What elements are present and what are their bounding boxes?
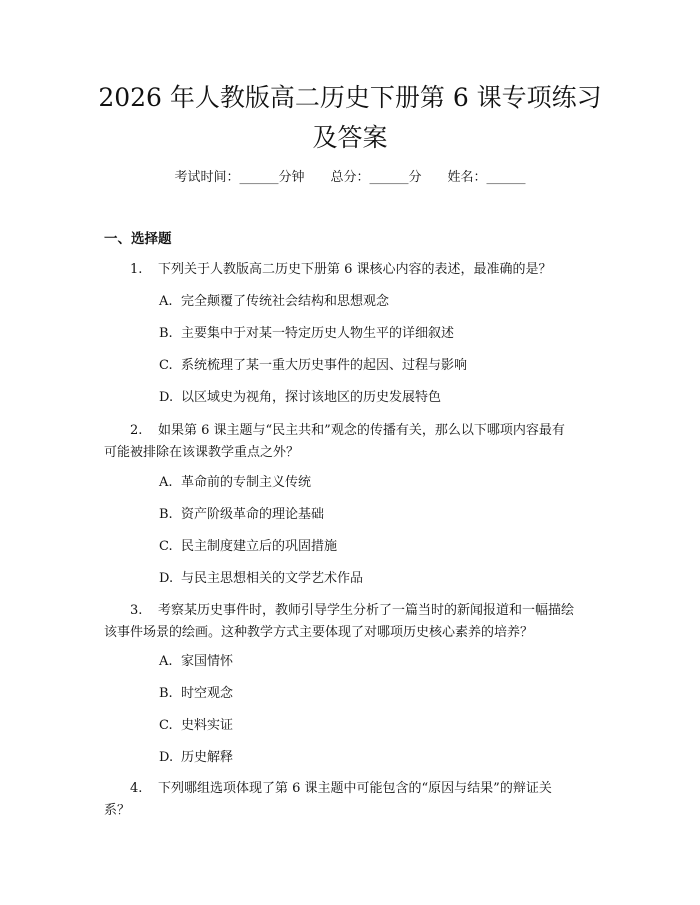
q1-option-b bbox=[159, 324, 454, 344]
option-letter: B. bbox=[159, 326, 173, 341]
student-name-label: 姓名：______ bbox=[447, 170, 526, 185]
q1-option-d bbox=[159, 388, 441, 408]
option-letter: A. bbox=[159, 294, 173, 309]
option-text: 与民主思想相关的文学艺术作品 bbox=[181, 571, 364, 586]
title-line-2: 及答案 bbox=[312, 123, 388, 152]
question-text-line-1: 考察某历史事件时，教师引导学生分析了一篇当时的新闻报道和一幅描绘 bbox=[158, 603, 575, 618]
q2-option-c bbox=[159, 537, 337, 557]
option-letter: C. bbox=[159, 539, 173, 554]
question-1 bbox=[104, 259, 604, 281]
question-text-line-1: 如果第 6 课主题与“民主共和”观念的传播有关，那么以下哪项内容最有 bbox=[158, 423, 565, 438]
question-text-line-1: 下列哪组选项体现了第 6 课主题中可能包含的“原因与结果”的辩证关 bbox=[158, 781, 552, 796]
option-text: 民主制度建立后的巩固措施 bbox=[181, 539, 338, 554]
question-3 bbox=[104, 600, 604, 644]
q3-option-b bbox=[159, 684, 233, 704]
section-heading: 一、选择题 bbox=[104, 231, 172, 247]
option-letter: D. bbox=[159, 390, 174, 405]
q1-option-a bbox=[159, 292, 389, 312]
total-score-label: 总分：______分 bbox=[330, 170, 422, 185]
document-title bbox=[60, 78, 640, 158]
title-line-1: 2026 年人教版高二历史下册第 6 课专项练习 bbox=[98, 83, 602, 112]
question-number: 2. bbox=[130, 423, 143, 438]
q2-option-d bbox=[159, 569, 363, 589]
question-number: 3. bbox=[130, 603, 143, 618]
option-letter: B. bbox=[159, 507, 173, 522]
question-text-line-2: 该事件场景的绘画。这种教学方式主要体现了对哪项历史核心素养的培养？ bbox=[104, 625, 534, 640]
q1-option-c bbox=[159, 356, 467, 376]
option-text: 历史解释 bbox=[181, 750, 234, 765]
option-text: 系统梳理了某一重大历史事件的起因、过程与影响 bbox=[181, 358, 468, 373]
option-letter: B. bbox=[159, 686, 173, 701]
option-letter: A. bbox=[159, 654, 173, 669]
option-text: 史料实证 bbox=[181, 718, 234, 733]
q3-option-d bbox=[159, 748, 233, 768]
option-text: 完全颠覆了传统社会结构和思想观念 bbox=[181, 294, 390, 309]
q2-option-b bbox=[159, 505, 324, 525]
question-number: 1. bbox=[130, 262, 143, 277]
option-text: 资产阶级革命的理论基础 bbox=[181, 507, 325, 522]
q3-option-c bbox=[159, 716, 233, 736]
option-text: 家国情怀 bbox=[181, 654, 234, 669]
q3-option-a bbox=[159, 652, 233, 672]
q2-option-a bbox=[159, 473, 311, 493]
question-text-line-2: 可能被排除在该课教学重点之外？ bbox=[104, 445, 300, 460]
exam-meta bbox=[0, 168, 700, 188]
option-text: 以区域史为视角，探讨该地区的历史发展特色 bbox=[181, 390, 442, 405]
option-letter: A. bbox=[159, 475, 173, 490]
option-letter: D. bbox=[159, 571, 174, 586]
option-text: 主要集中于对某一特定历史人物生平的详细叙述 bbox=[181, 326, 455, 341]
option-letter: D. bbox=[159, 750, 174, 765]
question-4 bbox=[104, 778, 604, 822]
option-text: 革命前的专制主义传统 bbox=[181, 475, 312, 490]
question-text: 下列关于人教版高二历史下册第 6 课核心内容的表述，最准确的是？ bbox=[158, 262, 552, 277]
exam-time-label: 考试时间：______分钟 bbox=[174, 170, 305, 185]
option-text: 时空观念 bbox=[181, 686, 234, 701]
question-2 bbox=[104, 420, 604, 464]
question-number: 4. bbox=[130, 781, 143, 796]
option-letter: C. bbox=[159, 718, 173, 733]
option-letter: C. bbox=[159, 358, 173, 373]
question-text-line-2: 系？ bbox=[104, 803, 131, 818]
